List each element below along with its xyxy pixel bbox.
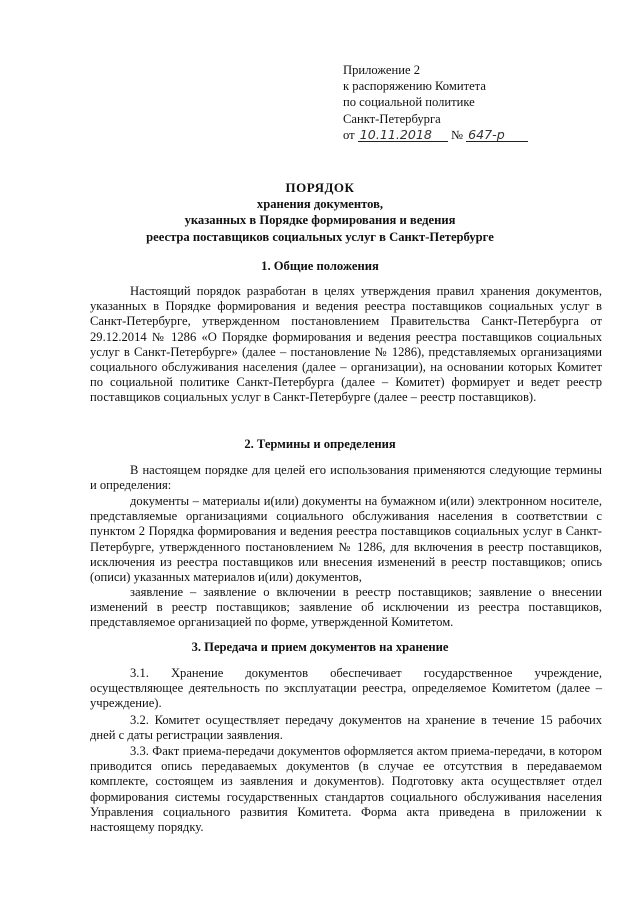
appendix-date-line	[343, 127, 603, 143]
document-title	[40, 180, 600, 245]
title-main: ПОРЯДОК	[285, 180, 355, 195]
appendix-line: Санкт-Петербурга	[343, 111, 441, 126]
title-line: хранения документов,	[256, 197, 384, 212]
section-heading: 2. Термины и определения	[244, 437, 396, 451]
paragraph: документы – материалы и(или) документы на бумажном и(или) электронном носителе, представляемые организациями социального обслуживания населения в соответствии с пунктом 2 Порядка формирования и ведения реестра поставщиков социальных услуг в Санкт-Петербурге, утвержденного постановлением № 1286, для включения в реестр поставщиков, исключения из реестра поставщиков или внесения изменений в реестр поставщиков; опись (описи) указанных материалов и(или) документов,	[90, 494, 602, 585]
paragraph: Настоящий порядок разработан в целях утверждения правил хранения документов, указанных в Порядке формирования и ведения реестра поставщиков социальных услуг в Санкт-Петербурге, утвержденном постановлением Правительства Санкт-Петербурга от 29.12.2014 № 1286 «О Порядке формирования и ведения реестра поставщиков социальных услуг в Санкт-Петербурге» (далее – постановление № 1286), представляемых организациями социального обслуживания населения (далее – организации), на основании которых Комитет по социальной политике Санкт-Петербурга (далее – Комитет) формирует и ведет реестр поставщиков социальных услуг в Санкт-Петербурге (далее – реестр поставщиков).	[90, 284, 602, 405]
date-prefix: от	[343, 127, 355, 142]
title-line: указанных в Порядке формирования и ведения	[184, 213, 456, 228]
handwritten-date: 10.11.2018	[358, 128, 448, 142]
appendix-line: Приложение 2	[343, 63, 421, 77]
paragraph: 3.1. Хранение документов обеспечивает государственное учреждение, осуществляющее деятельность по эксплуатации реестра, определяемое Комитетом (далее – учреждение).	[90, 666, 602, 711]
paragraph: заявление – заявление о включении в реестр поставщиков; заявление о внесении изменений в реестр поставщиков; заявление об исключении из реестра поставщиков, представляемое организацией по форме, утвержденной Комитетом.	[90, 585, 602, 630]
appendix-block	[343, 62, 603, 143]
paragraph: В настоящем порядке для целей его использования применяются следующие термины и определения:	[90, 463, 602, 493]
appendix-line: по социальной политике	[343, 95, 475, 110]
number-prefix: №	[450, 127, 463, 142]
section-heading: 1. Общие положения	[261, 259, 379, 273]
paragraph: 3.3. Факт приема-передачи документов оформляется актом приема-передачи, в котором приводится опись передаваемых документов (в случае ее отсутствия в передаваемом комплекте, состоящем из заявления и документов). Подготовку акта осуществляет отдел формирования системы государственных стандартов социального обслуживания населения Управления социального развития Комитета. Форма акта приведена в приложении к настоящему порядку.	[90, 744, 602, 835]
handwritten-number: 647-р	[466, 128, 528, 142]
paragraph: 3.2. Комитет осуществляет передачу документов на хранение в течение 15 рабочих дней с даты регистрации заявления.	[90, 713, 602, 743]
title-line: реестра поставщиков социальных услуг в Санкт-Петербурге	[146, 229, 494, 244]
section-heading: 3. Передача и прием документов на хранение	[191, 640, 449, 654]
appendix-line: к распоряжению Комитета	[343, 79, 486, 94]
